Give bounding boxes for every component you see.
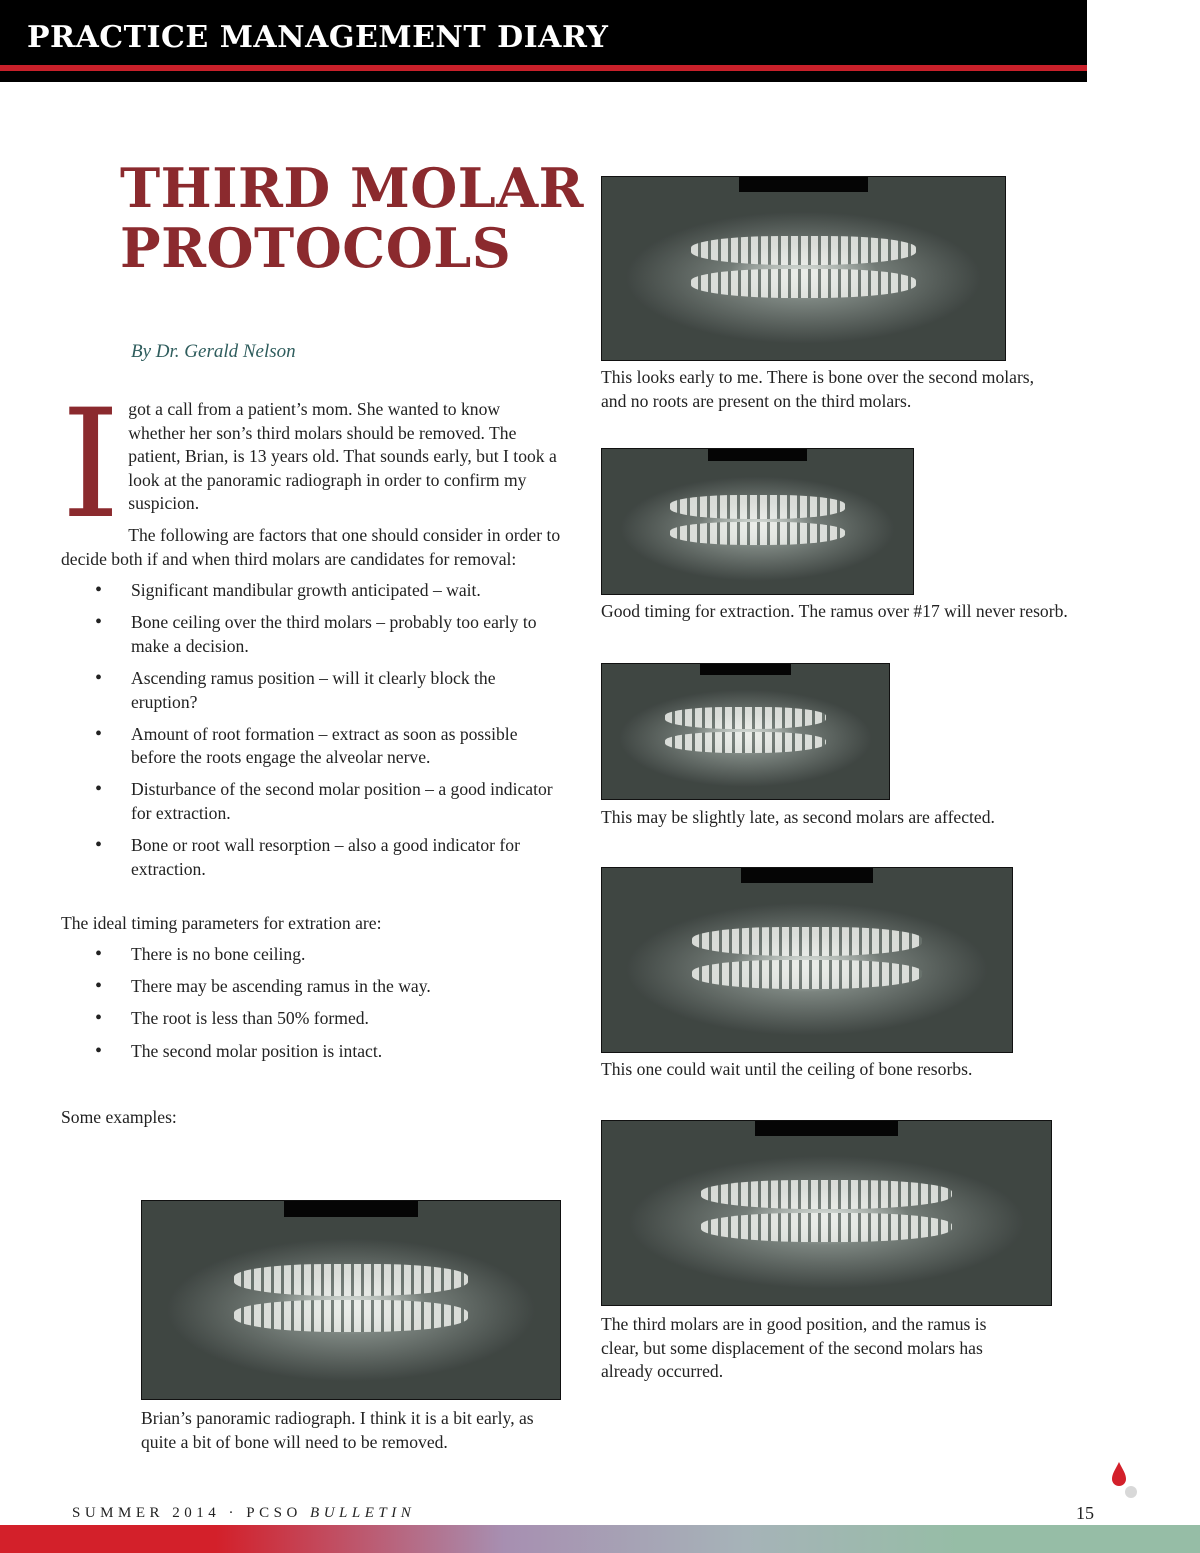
footer-color-bar (0, 1525, 1200, 1553)
footer-publication: BULLETIN (310, 1505, 416, 1521)
article-title (120, 158, 584, 278)
list-item: • Significant mandibular growth anticipated – wait. (131, 579, 561, 603)
title-line-1: THIRD MOLAR (120, 156, 585, 220)
timing-intro: The ideal timing parameters for extration are: (61, 912, 382, 933)
radiograph-image (601, 1120, 1052, 1306)
factors-intro: The following are factors that one should consider in order to decide both if and when third molars are candidates for removal: (61, 524, 561, 569)
figure-caption: This looks early to me. There is bone over the second molars, and no roots are present on the third molars. (601, 367, 1035, 411)
article-body (61, 378, 561, 1137)
figure-caption: Brian’s panoramic radiograph. I think it is a bit early, as quite a bit of bone will need to be removed. (141, 1408, 534, 1452)
footer-issue-text: SUMMER 2014 · PCSO (72, 1505, 302, 1521)
radiograph-image (601, 663, 890, 800)
factors-list (61, 579, 561, 881)
list-item: • Disturbance of the second molar position – a good indicator for extraction. (131, 778, 561, 825)
header-red-rule (0, 65, 1087, 71)
list-item: • Bone ceiling over the third molars – probably too early to make a decision. (131, 611, 561, 658)
radiograph-image (601, 448, 914, 595)
radiograph-image (601, 867, 1013, 1053)
radiograph-image (141, 1200, 561, 1400)
page-number: 15 (1076, 1503, 1094, 1523)
list-item: • There is no bone ceiling. (131, 943, 561, 967)
footer-issue (72, 1505, 415, 1522)
list-item: • There may be ascending ramus in the way. (131, 975, 561, 999)
title-line-2: PROTOCOLS (120, 216, 512, 280)
list-item: • The second molar position is intact. (131, 1040, 561, 1064)
figure-caption: This one could wait until the ceiling of bone resorbs. (601, 1059, 973, 1079)
figure-caption: Good timing for extraction. The ramus over #17 will never resorb. (601, 601, 1068, 621)
drop-cap: I (61, 378, 121, 552)
list-item: • Ascending ramus position – will it clearly block the eruption? (131, 667, 561, 714)
list-item: • Amount of root formation – extract as soon as possible before the roots engage the alveolar nerve. (131, 723, 561, 770)
intro-text: got a call from a patient’s mom. She wanted to know whether her son’s third molars should be removed. The patient, Brian, is 13 years old. That sounds early, but I took a look at the panoramic radiograph in order to confirm my suspicion. (128, 399, 557, 514)
radiograph-image (601, 176, 1006, 361)
examples-label: Some examples: (61, 1106, 177, 1127)
section-title: PRACTICE MANAGEMENT DIARY (27, 20, 609, 55)
figure-caption: This may be slightly late, as second molars are affected. (601, 807, 995, 827)
list-item: • Bone or root wall resorption – also a good indicator for extraction. (131, 834, 561, 881)
list-item: • The root is less than 50% formed. (131, 1007, 561, 1031)
timing-list (61, 943, 561, 1063)
figure-caption: The third molars are in good position, and the ramus is clear, but some displacement of the second molars has already occurred. (601, 1314, 987, 1382)
drop-icon (1110, 1460, 1138, 1504)
byline: By Dr. Gerald Nelson (131, 341, 296, 362)
